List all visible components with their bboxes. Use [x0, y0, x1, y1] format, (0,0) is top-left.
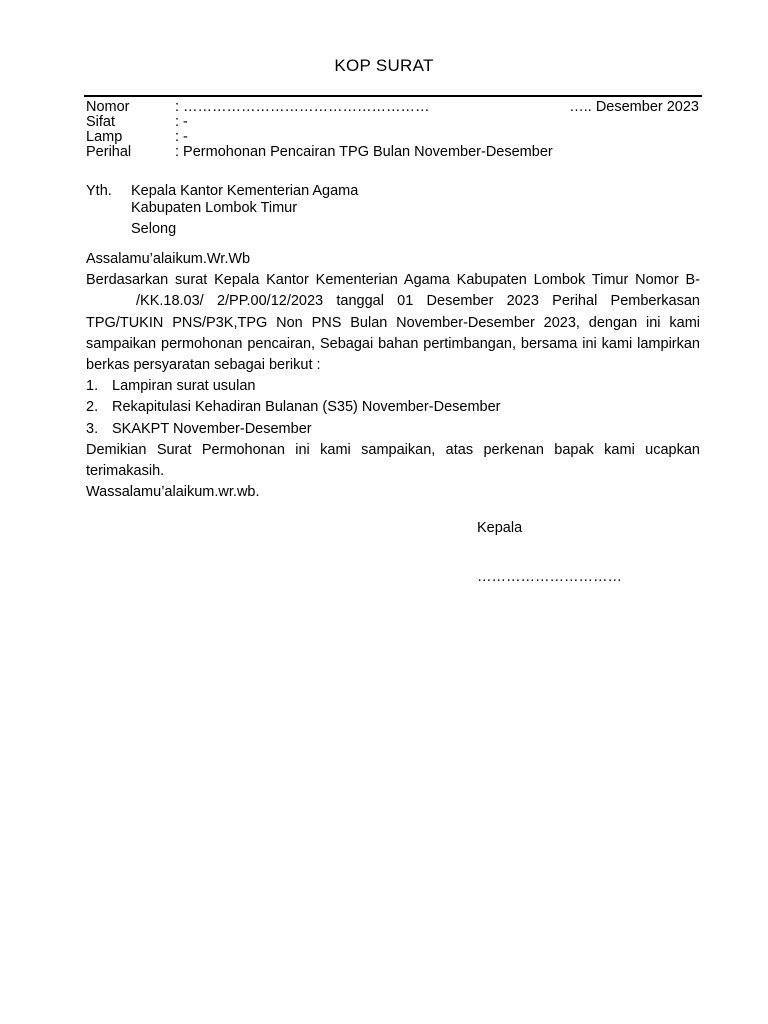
meta-label-perihal: Perihal: [86, 144, 132, 160]
meta-row-nomor: [86, 100, 702, 115]
signature-name: …………………………: [477, 569, 622, 585]
body-paragraph: [86, 270, 700, 376]
meta-value-perihal: : Permohonan Pencairan TPG Bulan November-Desember: [175, 144, 553, 160]
list-number: 2.: [86, 399, 99, 416]
body-paragraph-text: /KK.18.03/ 2/PP.00/12/2023 tanggal 01 Desember 2023 Perihal Pemberkasan TPG/TUKIN PNS/P3K,TPG Non PNS Bulan November-Desember 2023, dengan ini kami sampaikan permohonan pencairan, Sebagai bahan pertimbangan, bersama ini kami lampirkan berkas persyaratan sebagai berikut :: [86, 293, 700, 374]
letterhead-title: KOP SURAT: [334, 56, 434, 75]
meta-row-perihal: [86, 145, 702, 160]
list-item: [86, 419, 700, 440]
list-text: Lampiran surat usulan: [112, 378, 256, 395]
letter-date: ….. Desember 2023: [569, 99, 699, 115]
meta-value-lamp: : -: [175, 129, 188, 145]
list-item: [86, 397, 700, 418]
body-paragraph-nomor: Berdasarkan surat Kepala Kantor Kementerian Agama Kabupaten Lombok Timur Nomor B-: [86, 272, 700, 289]
greeting: Assalamu’alaikum.Wr.Wb: [86, 251, 251, 267]
meta-row-lamp: [86, 130, 702, 145]
attachment-list: [86, 376, 700, 440]
recipient-line-3: Selong: [131, 221, 177, 237]
meta-label-sifat: Sifat: [86, 114, 116, 130]
letter-meta: [86, 100, 702, 160]
meta-value-nomor: : ……………………………………………: [175, 99, 430, 115]
meta-label-nomor: Nomor: [86, 99, 130, 115]
list-text: SKAKPT November-Desember: [112, 420, 312, 437]
letter-body: [86, 249, 700, 503]
list-number: 3.: [86, 420, 99, 437]
farewell: Wassalamu’alaikum.wr.wb.: [86, 484, 260, 501]
signature-title: Kepala: [477, 520, 523, 536]
recipient-line-1: Kepala Kantor Kementerian Agama: [131, 183, 359, 199]
list-text: Rekapitulasi Kehadiran Bulanan (S35) November-Desember: [112, 399, 501, 416]
list-item: [86, 376, 700, 397]
meta-value-sifat: : -: [175, 114, 188, 130]
meta-label-lamp: Lamp: [86, 129, 123, 145]
meta-row-sifat: [86, 115, 702, 130]
list-number: 1.: [86, 378, 99, 395]
header-divider: [84, 95, 702, 97]
closing-paragraph: Demikian Surat Permohonan ini kami sampaikan, atas perkenan bapak kami ucapkan terimakasih.: [86, 441, 700, 480]
recipient-prefix: Yth.: [86, 183, 112, 199]
recipient-line-2: Kabupaten Lombok Timur: [131, 200, 298, 216]
